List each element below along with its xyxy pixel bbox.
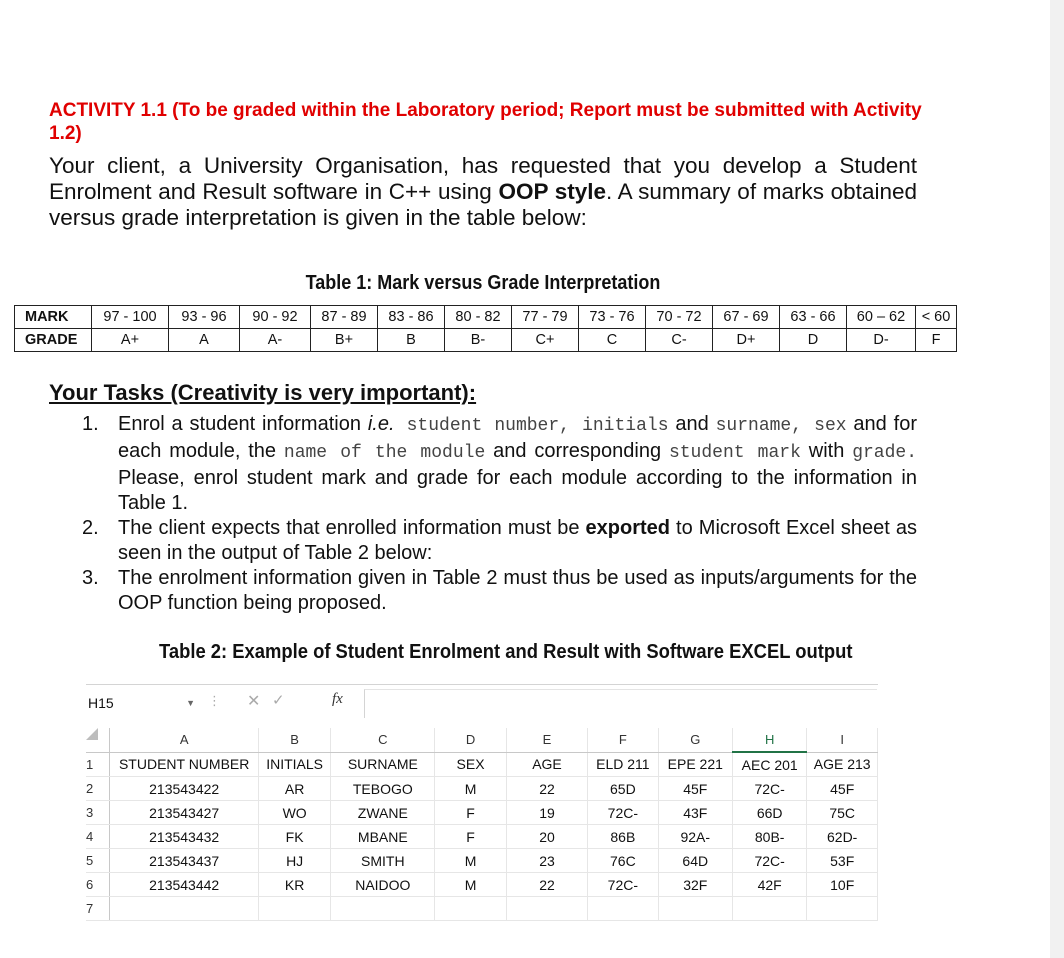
- cell[interactable]: [658, 897, 732, 921]
- grade-row: [15, 329, 957, 352]
- grade-cell: D: [780, 329, 847, 352]
- grade-cell: A+: [92, 329, 169, 352]
- cell[interactable]: 75C: [807, 801, 878, 825]
- header-cell[interactable]: SURNAME: [331, 752, 435, 777]
- cell[interactable]: 80B-: [732, 825, 806, 849]
- cell[interactable]: 19: [506, 801, 587, 825]
- column-header[interactable]: C: [331, 728, 435, 752]
- cell[interactable]: ZWANE: [331, 801, 435, 825]
- table-row: [86, 897, 878, 921]
- cell[interactable]: TEBOGO: [331, 777, 435, 801]
- grade-cell: B-: [445, 329, 512, 352]
- grade-cell: F: [916, 329, 957, 352]
- mark-cell: < 60: [916, 306, 957, 329]
- cell[interactable]: M: [435, 777, 507, 801]
- cell[interactable]: 213543442: [110, 873, 258, 897]
- cell[interactable]: [331, 897, 435, 921]
- excel-screenshot: [86, 672, 878, 932]
- check-icon[interactable]: ✓: [272, 692, 285, 709]
- name-box-value: H15: [88, 695, 114, 711]
- table2-caption: Table 2: Example of Student Enrolment and Result with Software EXCEL output: [159, 641, 853, 663]
- task-number: 1.: [82, 413, 99, 435]
- chevron-down-icon[interactable]: ▼: [186, 698, 195, 708]
- grade-cell: A-: [240, 329, 311, 352]
- header-cell[interactable]: AEC 201: [732, 752, 806, 777]
- header-cell[interactable]: STUDENT NUMBER: [110, 752, 258, 777]
- grade-cell: C+: [512, 329, 579, 352]
- cell[interactable]: 20: [506, 825, 587, 849]
- grade-cell: D-: [847, 329, 916, 352]
- cell[interactable]: KR: [258, 873, 331, 897]
- row-number[interactable]: 2: [86, 777, 110, 801]
- task-item: [82, 566, 917, 616]
- cell[interactable]: [435, 897, 507, 921]
- grade-cell: A: [169, 329, 240, 352]
- task-text-italic: i.e.: [367, 413, 395, 435]
- table-row: [86, 777, 878, 801]
- cell[interactable]: 92A-: [658, 825, 732, 849]
- task-text: Enrol a student information: [118, 413, 368, 435]
- cell[interactable]: NAIDOO: [331, 873, 435, 897]
- cell[interactable]: 76C: [588, 849, 658, 873]
- task-number: 2.: [82, 517, 99, 539]
- mark-cell: 93 - 96: [169, 306, 240, 329]
- cell[interactable]: 23: [506, 849, 587, 873]
- spreadsheet-grid: [86, 728, 878, 921]
- column-header[interactable]: I: [807, 728, 878, 752]
- column-header[interactable]: D: [435, 728, 507, 752]
- cell[interactable]: AR: [258, 777, 331, 801]
- cell[interactable]: [258, 897, 331, 921]
- column-header[interactable]: F: [588, 728, 658, 752]
- cell[interactable]: 53F: [807, 849, 878, 873]
- column-header-selected[interactable]: H: [732, 728, 806, 752]
- task-item: [82, 516, 917, 566]
- cell[interactable]: 213543427: [110, 801, 258, 825]
- name-box[interactable]: [86, 691, 203, 715]
- tasks-heading: Your Tasks (Creativity is very important):: [49, 380, 477, 405]
- cell[interactable]: 62D-: [807, 825, 878, 849]
- task-text: The client expects that enrolled information must be: [118, 517, 586, 539]
- intro-text-1: Your client, a University Organisation, has requested that you develop a Student Enrolment and Result software in C++ using: [49, 153, 917, 204]
- cell[interactable]: 45F: [807, 777, 878, 801]
- task-code-text: surname, sex: [715, 416, 847, 436]
- task-text: and corresponding: [485, 440, 669, 462]
- grade-cell: C: [579, 329, 646, 352]
- cell[interactable]: 10F: [807, 873, 878, 897]
- task-text-bold: exported: [585, 517, 670, 539]
- task-code-text: student mark: [668, 443, 801, 463]
- column-header[interactable]: E: [506, 728, 587, 752]
- cell[interactable]: 65D: [588, 777, 658, 801]
- cell[interactable]: HJ: [258, 849, 331, 873]
- intro-paragraph: [49, 153, 917, 231]
- cell[interactable]: 22: [506, 777, 587, 801]
- cell[interactable]: 72C-: [588, 801, 658, 825]
- cell[interactable]: [506, 897, 587, 921]
- grade-row-label: GRADE: [15, 329, 92, 352]
- mark-cell: 63 - 66: [780, 306, 847, 329]
- row-number[interactable]: 6: [86, 873, 110, 897]
- task-number: 3.: [82, 567, 99, 589]
- cancel-icon[interactable]: ✕: [247, 693, 261, 710]
- mark-cell: 80 - 82: [445, 306, 512, 329]
- scrollbar-track[interactable]: [1050, 0, 1064, 958]
- row-number[interactable]: 5: [86, 849, 110, 873]
- grade-cell: D+: [713, 329, 780, 352]
- header-cell[interactable]: SEX: [435, 752, 507, 777]
- mark-cell: 90 - 92: [240, 306, 311, 329]
- header-cell[interactable]: ELD 211: [588, 752, 658, 777]
- row-number[interactable]: 4: [86, 825, 110, 849]
- table-row: [86, 752, 878, 777]
- task-text: The enrolment information given in Table 2 must thus be used as inputs/arguments for the OOP function being proposed.: [118, 567, 917, 614]
- cell[interactable]: 72C-: [732, 777, 806, 801]
- intro-bold-oop: OOP style: [498, 179, 606, 204]
- tasks-list: [82, 412, 917, 616]
- task-text: and for each module, the: [118, 413, 917, 462]
- cell[interactable]: 66D: [732, 801, 806, 825]
- cell[interactable]: MBANE: [331, 825, 435, 849]
- column-header[interactable]: A: [110, 728, 258, 752]
- grade-cell: B: [378, 329, 445, 352]
- mark-row-label: MARK: [15, 306, 92, 329]
- header-cell[interactable]: AGE: [506, 752, 587, 777]
- column-header[interactable]: G: [658, 728, 732, 752]
- cell[interactable]: F: [435, 801, 507, 825]
- cell[interactable]: 64D: [658, 849, 732, 873]
- cell[interactable]: 45F: [658, 777, 732, 801]
- column-header-row: [86, 728, 878, 752]
- mark-cell: 97 - 100: [92, 306, 169, 329]
- row-number[interactable]: 3: [86, 801, 110, 825]
- cell[interactable]: [110, 897, 258, 921]
- mark-cell: 67 - 69: [713, 306, 780, 329]
- cell[interactable]: 42F: [732, 873, 806, 897]
- cell[interactable]: 22: [506, 873, 587, 897]
- mark-cell: 70 - 72: [646, 306, 713, 329]
- row-number[interactable]: 1: [86, 752, 110, 777]
- cell[interactable]: 86B: [588, 825, 658, 849]
- cell[interactable]: 72C-: [588, 873, 658, 897]
- cell[interactable]: 213543422: [110, 777, 258, 801]
- drag-handle-icon[interactable]: ⋮: [208, 693, 221, 708]
- mark-cell: 60 – 62: [847, 306, 916, 329]
- cell[interactable]: M: [435, 849, 507, 873]
- header-cell[interactable]: EPE 221: [658, 752, 732, 777]
- mark-cell: 83 - 86: [378, 306, 445, 329]
- cell[interactable]: [588, 897, 658, 921]
- table1-caption: Table 1: Mark versus Grade Interpretation: [305, 272, 661, 294]
- task-text: Please, enrol student mark and grade for each module according to the information in Table 1.: [118, 467, 917, 514]
- cell[interactable]: 213543432: [110, 825, 258, 849]
- mark-cell: 87 - 89: [311, 306, 378, 329]
- cell[interactable]: WO: [258, 801, 331, 825]
- cell[interactable]: 72C-: [732, 849, 806, 873]
- cell[interactable]: 213543437: [110, 849, 258, 873]
- table-row: [86, 801, 878, 825]
- task-code-text: student number, initials: [394, 416, 669, 436]
- mark-grade-table: [14, 305, 957, 352]
- task-text: and: [668, 413, 716, 435]
- select-all-corner[interactable]: [86, 728, 98, 740]
- cell[interactable]: 32F: [658, 873, 732, 897]
- mark-cell: 73 - 76: [579, 306, 646, 329]
- task-text: with: [800, 440, 853, 462]
- mark-cell: 77 - 79: [512, 306, 579, 329]
- cell[interactable]: [732, 897, 806, 921]
- intro-text-2: . A summary of marks obtained versus grade interpretation is given in the table below:: [49, 179, 917, 230]
- activity-title: ACTIVITY 1.1 (To be graded within the Laboratory period; Report must be submitted with Activity 1.2): [49, 100, 922, 144]
- cell[interactable]: [807, 897, 878, 921]
- task-code-text: name of the module: [283, 443, 486, 463]
- cell[interactable]: SMITH: [331, 849, 435, 873]
- cell[interactable]: 43F: [658, 801, 732, 825]
- formula-input[interactable]: [364, 689, 877, 718]
- column-header[interactable]: B: [258, 728, 331, 752]
- task-item: [82, 412, 917, 516]
- header-cell[interactable]: INITIALS: [258, 752, 331, 777]
- table-row: [86, 849, 878, 873]
- task-text: to Microsoft Excel sheet as seen in the output of Table 2 below:: [118, 517, 918, 564]
- row-number[interactable]: 7: [86, 897, 110, 921]
- table-row: [86, 825, 878, 849]
- function-icon[interactable]: fx: [332, 691, 343, 707]
- task-code-text: grade.: [852, 443, 917, 463]
- cell[interactable]: F: [435, 825, 507, 849]
- grade-cell: C-: [646, 329, 713, 352]
- header-cell[interactable]: AGE 213: [807, 752, 878, 777]
- grade-cell: B+: [311, 329, 378, 352]
- table-row: [86, 873, 878, 897]
- cell[interactable]: FK: [258, 825, 331, 849]
- formula-bar: [86, 684, 878, 719]
- mark-row: [15, 306, 957, 329]
- cell[interactable]: M: [435, 873, 507, 897]
